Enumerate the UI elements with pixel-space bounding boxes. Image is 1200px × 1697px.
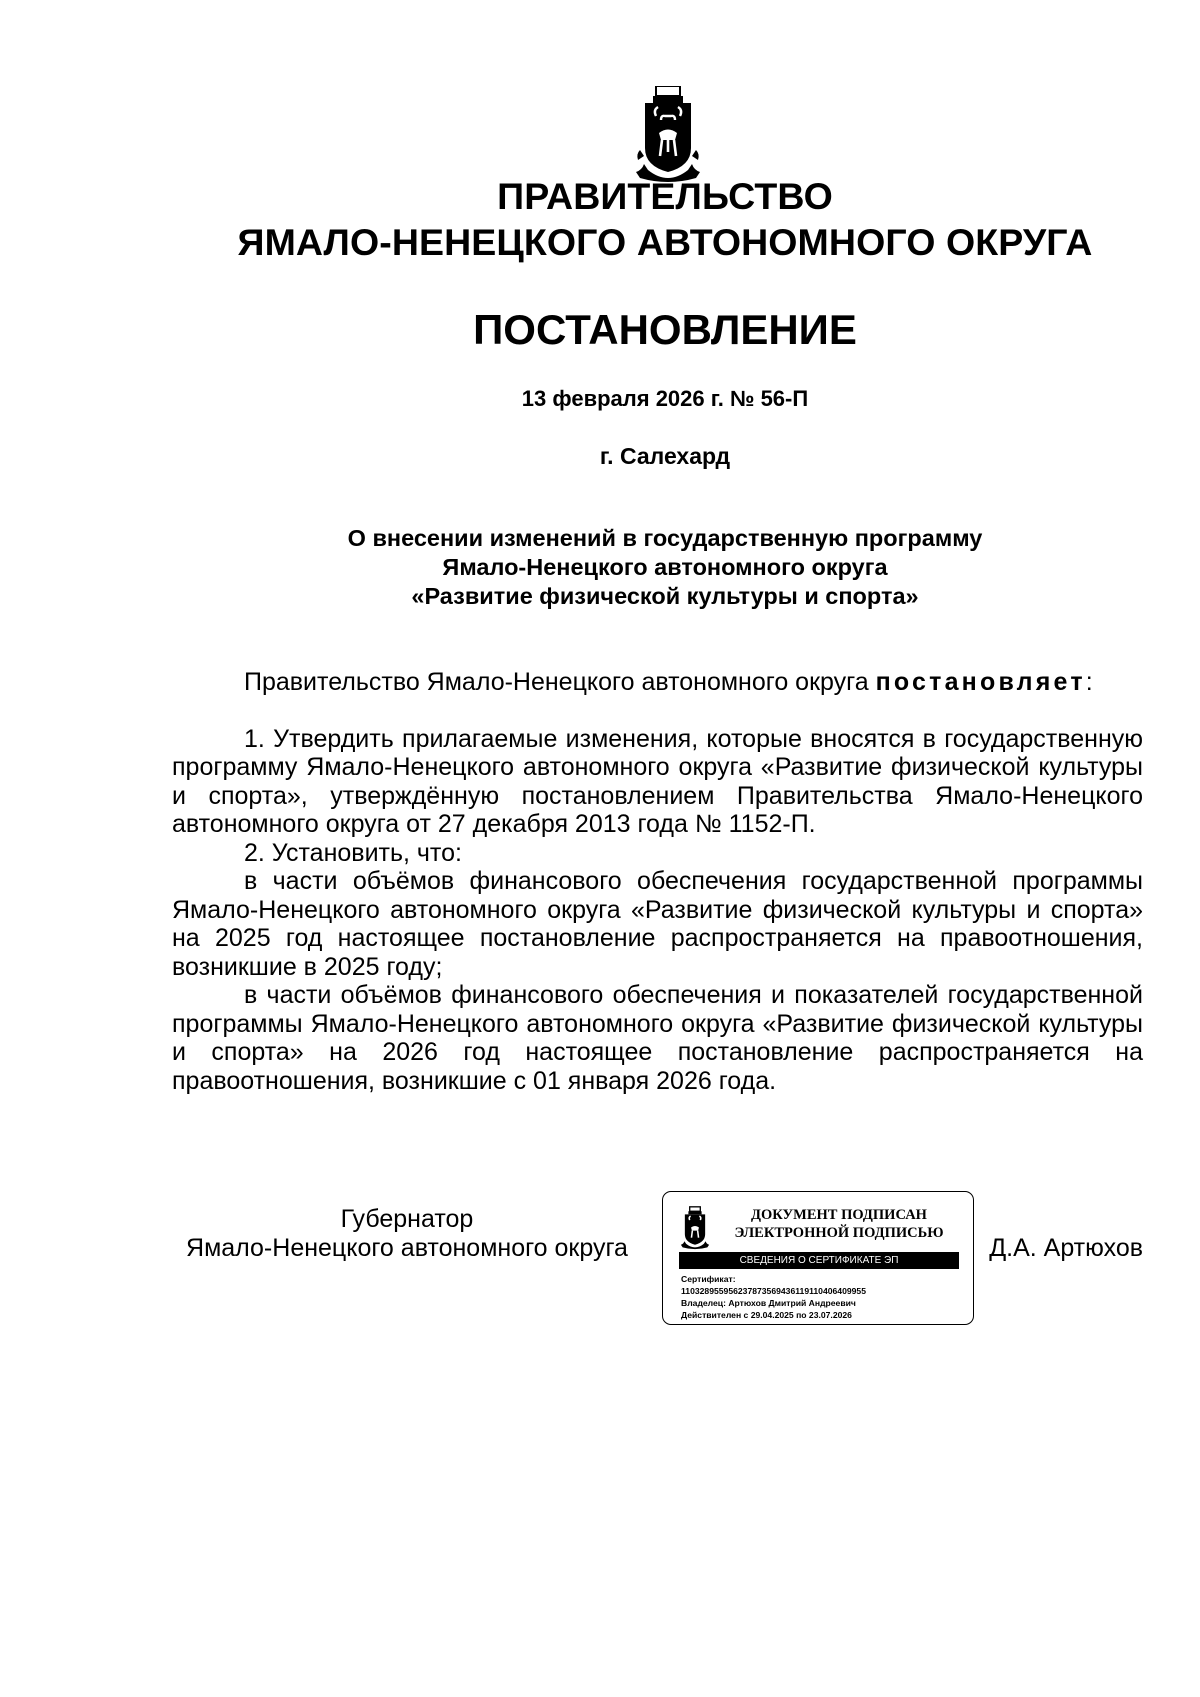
coat-of-arms-icon [634, 86, 702, 182]
preamble-decree-word: постановляет [875, 668, 1086, 696]
certificate-number: 110328955956237873569436119110406409955 [681, 1286, 866, 1296]
document-city: г. Салехард [599, 443, 731, 469]
preamble [172, 668, 1143, 697]
electronic-signature-stamp [662, 1191, 974, 1325]
certificate-label: Сертификат: [681, 1274, 736, 1284]
item-2: 2. Установить, что: [244, 838, 462, 867]
subject-line1: О внесении изменений в государственную программу [347, 525, 983, 551]
signer-position [172, 1205, 642, 1262]
stamp-title [713, 1206, 965, 1242]
preamble-text: Правительство Ямало-Ненецкого автономного округа [244, 668, 876, 696]
document-type: ПОСТАНОВЛЕНИЕ [473, 306, 857, 353]
certificate-validity: Действителен с 29.04.2025 по 23.07.2026 [681, 1310, 852, 1320]
item-2-clause-b: в части объёмов финансового обеспечения и показателей государственной программы Ямало-Ненецкого автономного округа «Развитие физической культуры и спорта» на 2026 год настоящее постановление распространяется на правоотношения, возникшие с 01 января 2026 года. [172, 981, 1143, 1095]
document-subject [0, 524, 1200, 611]
item-2-clause-a: в части объёмов финансового обеспечения государственной программы Ямало-Ненецкого автономного округа «Развитие физической культуры и спорта» на 2025 год настоящее постановление распространяется на правоотношения, возникшие в 2025 году; [172, 867, 1143, 981]
subject-line2: Ямало-Ненецкого автономного округа [442, 554, 888, 580]
government-title [0, 173, 1200, 265]
stamp-certificate-info [681, 1273, 866, 1321]
signer-position-line1: Губернатор [340, 1205, 474, 1233]
certificate-owner: Владелец: Артюхов Дмитрий Андреевич [681, 1298, 856, 1308]
subject-line3: «Развитие физической культуры и спорта» [411, 583, 919, 609]
stamp-certificate-bar: СВЕДЕНИЯ О СЕРТИФИКАТЕ ЭП [679, 1252, 959, 1269]
document-date-number: 13 февраля 2026 г. № 56-П [521, 386, 809, 411]
stamp-title-line1: ДОКУМЕНТ ПОДПИСАН [751, 1207, 927, 1223]
government-title-line2: ЯМАЛО-НЕНЕЦКОГО АВТОНОМНОГО ОКРУГА [237, 221, 1093, 263]
item-1: 1. Утвердить прилагаемые изменения, которые вносятся в государственную программу Ямало-Ненецкого автономного округа «Развитие физической культуры и спорта», утверждённую постановлением Правительства Ямало-Ненецкого автономного округа от 27 декабря 2013 года № 1152-П. [172, 724, 1143, 838]
signature-block [172, 1205, 1143, 1335]
stamp-coat-of-arms-icon [680, 1206, 710, 1250]
preamble-colon: : [1085, 668, 1093, 696]
stamp-title-line2: ЭЛЕКТРОННОЙ ПОДПИСЬЮ [734, 1225, 944, 1241]
signer-name: Д.А. Артюхов [989, 1233, 1143, 1262]
signer-position-line2: Ямало-Ненецкого автономного округа [186, 1233, 628, 1262]
document-body [172, 668, 1143, 1095]
government-title-line1: ПРАВИТЕЛЬСТВО [497, 175, 833, 217]
